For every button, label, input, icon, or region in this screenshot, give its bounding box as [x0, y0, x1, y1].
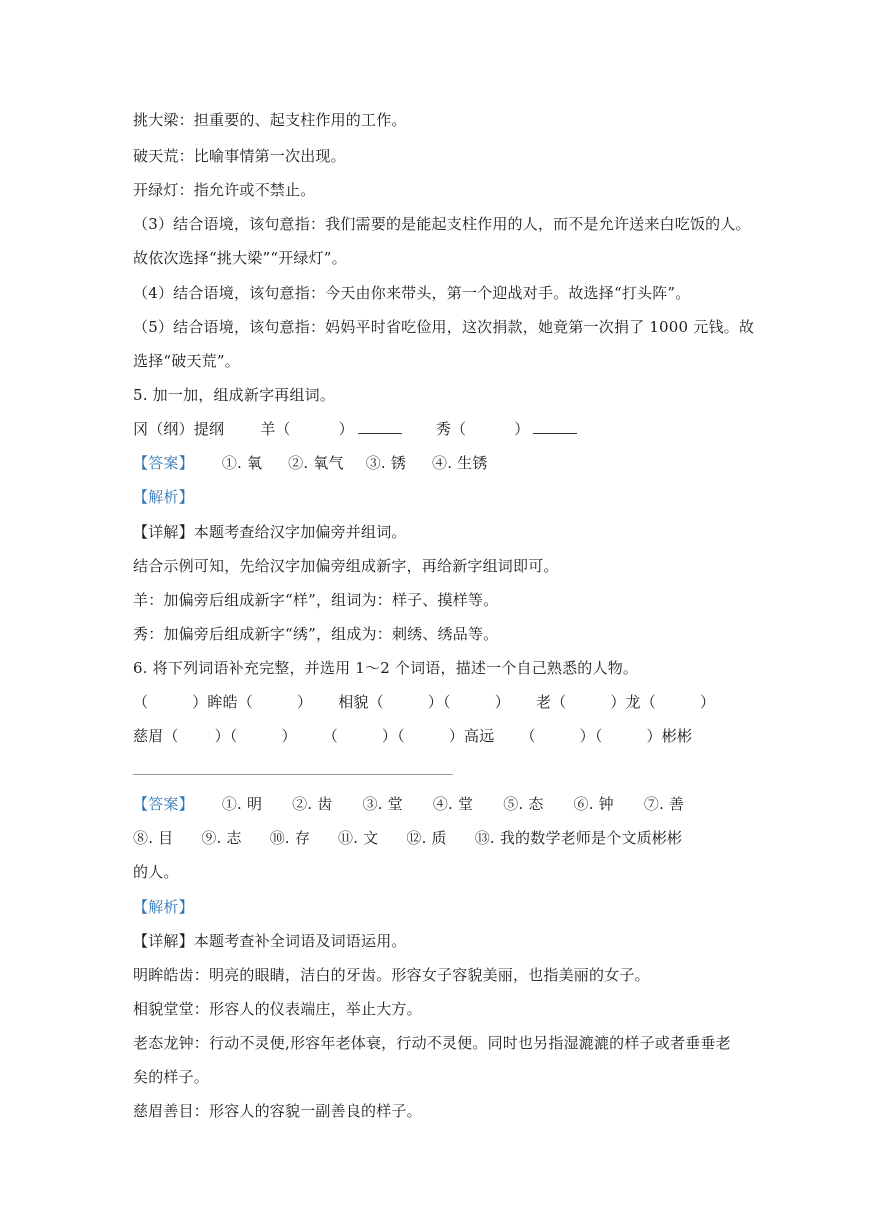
text-line: 的人。: [133, 863, 179, 881]
text-line: 慈眉善目：形容人的容貌一副善良的样子。: [133, 1102, 422, 1120]
text-line: 相貌堂堂：形容人的仪表端庄，举止大方。: [133, 1000, 422, 1018]
q6-fragment: ）眸皓（: [192, 693, 254, 711]
q6-fragment: （: [520, 727, 536, 745]
q6-fragment: ）（: [579, 727, 603, 745]
text-line: 【详解】本题考查给汉字加偏旁并组词。: [133, 523, 407, 541]
q5-example: 冈（纲）提纲: [133, 420, 225, 438]
q6-fragment: ）: [297, 693, 313, 711]
answer-item: ⑬. 我的数学老师是个文质彬彬: [474, 829, 683, 847]
question-5-items: [133, 419, 577, 439]
q6-fragment: 老（: [535, 693, 567, 711]
q6-fragment: ）彬彬: [646, 727, 693, 745]
text-line: 挑大梁：担重要的、起支柱作用的工作。: [133, 111, 407, 129]
q5-answer-line: [133, 453, 488, 473]
q6-fragment: ）: [494, 693, 510, 711]
answer-item: ①. 明: [221, 795, 263, 813]
answer-item: ①. 氧: [221, 454, 263, 472]
text-line: （3）结合语境，该句意指：我们需要的是能起支柱作用的人，而不是允许送来白吃饭的人。: [133, 215, 751, 233]
q6-fragment: 慈眉（: [133, 727, 179, 745]
text-line: 开绿灯：指允许或不禁止。: [133, 181, 316, 199]
answer-item: ②. 齿: [292, 795, 333, 813]
answer-label: 【答案】: [133, 454, 194, 472]
q6-fragment: ）（: [381, 727, 405, 745]
answer-item: ⑦. 善: [643, 795, 685, 813]
text-line: 矣的样子。: [133, 1068, 210, 1086]
answer-item: ④. 堂: [432, 795, 474, 813]
q6-fragment: ）龙（: [610, 693, 656, 711]
answer-item: ⑤. 态: [503, 795, 544, 813]
text-line: 【详解】本题考查补全词语及词语运用。: [133, 932, 407, 950]
q6-fragment: （: [133, 693, 149, 711]
answer-item: ⑨. 志: [201, 829, 242, 847]
q6-fragment: ）（: [214, 727, 238, 745]
text-line: 结合示例可知，先给汉字加偏旁组成新字，再给新字组词即可。: [133, 557, 559, 575]
answer-item: ③. 堂: [362, 795, 403, 813]
q5-item-2: 秀（: [435, 420, 467, 438]
q5-close: ）: [514, 420, 530, 438]
analysis-label: 【解析】: [133, 488, 194, 506]
question-6-title: 6. 将下列词语补充完整，并选用 1～2 个词语，描述一个自己熟悉的人物。: [133, 659, 639, 677]
q5-close: ）: [338, 420, 354, 438]
q6-answer-line-1: [133, 794, 684, 814]
analysis-label: 【解析】: [133, 898, 194, 916]
text-line: 选择“破天荒”。: [133, 352, 240, 370]
q5-item-1: 羊（: [260, 420, 291, 438]
question-5-title: 5. 加一加，组成新字再组词。: [133, 386, 336, 404]
text-line: 明眸皓齿：明亮的眼睛，洁白的牙齿。形容女子容貌美丽，也指美丽的女子。: [133, 966, 650, 984]
answer-divider: [133, 774, 453, 775]
text-line: 羊：加偏旁后组成新字“样”，组词为：样子、摸样等。: [133, 591, 499, 609]
answer-item: ③. 锈: [365, 454, 407, 472]
text-line: 老态龙钟：行动不灵便,形容年老体衰，行动不灵便。同时也另指湿漉漉的样子或者垂垂老: [133, 1034, 731, 1052]
text-line: （4）结合语境，该句意指：今天由你来带头，第一个迎战对手。故选择“打头阵”。: [133, 284, 691, 302]
q6-row-1: [133, 692, 715, 712]
answer-item: ④. 生锈: [432, 454, 488, 472]
answer-item: ⑩. 存: [269, 829, 311, 847]
answer-item: ⑥. 钟: [573, 795, 614, 813]
q6-fragment: （: [322, 727, 338, 745]
q6-fragment: 相貌（: [338, 693, 384, 711]
q5-blank: [533, 419, 577, 434]
q6-fragment: ）高远: [448, 727, 495, 745]
text-line: 破天荒：比喻事情第一次出现。: [133, 147, 346, 165]
q6-fragment: ）: [281, 727, 297, 745]
q6-fragment: ）（: [427, 693, 451, 711]
answer-item: ⑪. 文: [338, 829, 379, 847]
answer-label: 【答案】: [133, 795, 194, 813]
answer-item: ②. 氧气: [288, 454, 344, 472]
q6-row-2: [133, 726, 692, 746]
text-line: （5）结合语境，该句意指：妈妈平时省吃俭用，这次捐款，她竟第一次捐了 1000 元钱。故: [133, 318, 755, 336]
q6-fragment: ）: [699, 693, 716, 711]
q6-answer-line-2: [133, 828, 682, 848]
q5-blank: [358, 419, 402, 434]
text-line: 秀：加偏旁后组成新字“绣”，组成为：刺绣、绣品等。: [133, 625, 499, 643]
answer-item: ⑧. 目: [133, 829, 174, 847]
text-line: 故依次选择“挑大梁”“开绿灯”。: [133, 249, 347, 267]
answer-item: ⑫. 质: [406, 829, 447, 847]
